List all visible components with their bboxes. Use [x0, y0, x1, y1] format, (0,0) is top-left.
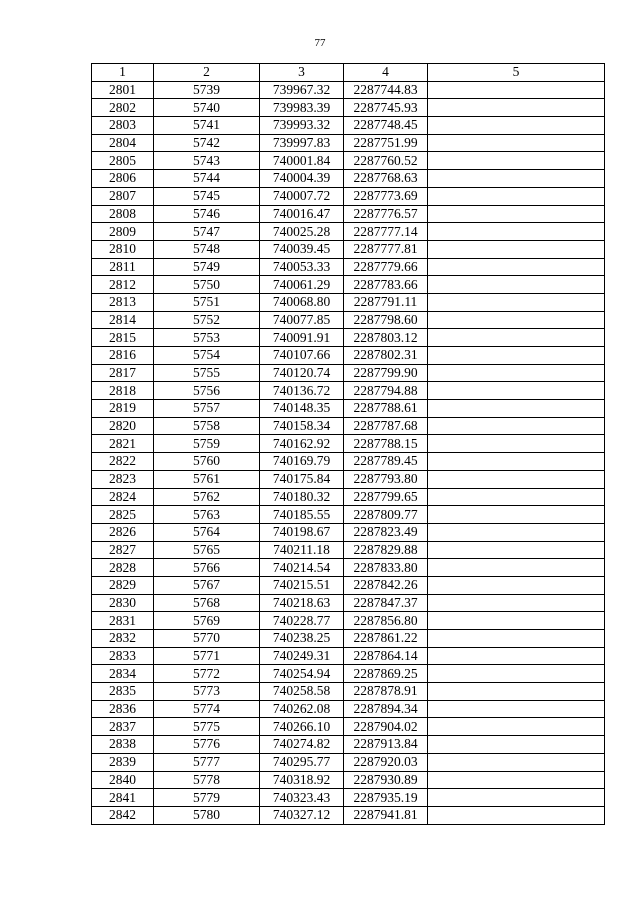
table-cell-col-2: 5767	[154, 576, 260, 594]
table-cell-col-2: 5779	[154, 789, 260, 807]
table-cell-col-2: 5761	[154, 470, 260, 488]
table-row	[92, 594, 605, 612]
table-cell-col-4: 2287777.14	[344, 223, 428, 241]
table-row	[92, 612, 605, 630]
table-cell-col-2: 5759	[154, 435, 260, 453]
table-cell-col-1: 2820	[92, 417, 154, 435]
table-row	[92, 488, 605, 506]
table-cell-col-2: 5741	[154, 117, 260, 135]
table-cell-col-3: 740238.25	[260, 630, 344, 648]
table-cell-col-5	[428, 170, 605, 188]
table-cell-col-3: 740162.92	[260, 435, 344, 453]
table-cell-col-1: 2842	[92, 806, 154, 824]
table-cell-col-4: 2287783.66	[344, 276, 428, 294]
table-cell-col-5	[428, 258, 605, 276]
table-cell-col-2: 5770	[154, 630, 260, 648]
table-row	[92, 435, 605, 453]
table-row	[92, 453, 605, 471]
table-cell-col-5	[428, 152, 605, 170]
table-cell-col-1: 2826	[92, 523, 154, 541]
table-cell-col-4: 2287745.93	[344, 99, 428, 117]
table-cell-col-1: 2819	[92, 400, 154, 418]
table-cell-col-4: 2287935.19	[344, 789, 428, 807]
table-row	[92, 506, 605, 524]
table-row	[92, 470, 605, 488]
table-row	[92, 81, 605, 99]
table-cell-col-5	[428, 364, 605, 382]
table-cell-col-5	[428, 665, 605, 683]
table-cell-col-4: 2287788.15	[344, 435, 428, 453]
table-cell-col-3: 740323.43	[260, 789, 344, 807]
table-cell-col-2: 5754	[154, 347, 260, 365]
table-cell-col-4: 2287773.69	[344, 187, 428, 205]
table-cell-col-4: 2287913.84	[344, 736, 428, 754]
table-row	[92, 311, 605, 329]
table-row	[92, 700, 605, 718]
table-cell-col-5	[428, 453, 605, 471]
table-cell-col-2: 5762	[154, 488, 260, 506]
table-cell-col-2: 5740	[154, 99, 260, 117]
table-cell-col-4: 2287787.68	[344, 417, 428, 435]
table-cell-col-1: 2832	[92, 630, 154, 648]
table-cell-col-4: 2287799.65	[344, 488, 428, 506]
table-cell-col-5	[428, 806, 605, 824]
table-cell-col-3: 740215.51	[260, 576, 344, 594]
table-cell-col-4: 2287802.31	[344, 347, 428, 365]
table-cell-col-2: 5773	[154, 683, 260, 701]
table-cell-col-3: 740120.74	[260, 364, 344, 382]
table-cell-col-2: 5747	[154, 223, 260, 241]
table-cell-col-2: 5744	[154, 170, 260, 188]
table-cell-col-1: 2811	[92, 258, 154, 276]
table-cell-col-2: 5778	[154, 771, 260, 789]
table-cell-col-5	[428, 523, 605, 541]
table-cell-col-4: 2287748.45	[344, 117, 428, 135]
table-cell-col-3: 740016.47	[260, 205, 344, 223]
table-cell-col-5	[428, 240, 605, 258]
table-row	[92, 789, 605, 807]
table-cell-col-3: 740004.39	[260, 170, 344, 188]
table-cell-col-5	[428, 223, 605, 241]
table-cell-col-3: 740211.18	[260, 541, 344, 559]
table-cell-col-3: 740158.34	[260, 417, 344, 435]
table-cell-col-1: 2801	[92, 81, 154, 99]
table-row	[92, 134, 605, 152]
table-cell-col-2: 5766	[154, 559, 260, 577]
table-row	[92, 364, 605, 382]
table-cell-col-5	[428, 630, 605, 648]
table-row	[92, 417, 605, 435]
column-header-5: 5	[428, 64, 605, 82]
table-cell-col-5	[428, 417, 605, 435]
table-cell-col-3: 740262.08	[260, 700, 344, 718]
table-cell-col-3: 740327.12	[260, 806, 344, 824]
table-cell-col-1: 2822	[92, 453, 154, 471]
table-row	[92, 647, 605, 665]
table-cell-col-2: 5742	[154, 134, 260, 152]
table-cell-col-3: 740107.66	[260, 347, 344, 365]
table-cell-col-4: 2287864.14	[344, 647, 428, 665]
table-cell-col-1: 2841	[92, 789, 154, 807]
table-cell-col-3: 740169.79	[260, 453, 344, 471]
table-row	[92, 293, 605, 311]
table-cell-col-1: 2804	[92, 134, 154, 152]
table-row	[92, 630, 605, 648]
table-row	[92, 683, 605, 701]
table-row	[92, 576, 605, 594]
table-cell-col-2: 5746	[154, 205, 260, 223]
table-cell-col-2: 5758	[154, 417, 260, 435]
table-cell-col-1: 2839	[92, 753, 154, 771]
table-cell-col-2: 5739	[154, 81, 260, 99]
column-header-1: 1	[92, 64, 154, 82]
table-row	[92, 240, 605, 258]
table-cell-col-5	[428, 700, 605, 718]
table-cell-col-1: 2825	[92, 506, 154, 524]
table-cell-col-5	[428, 736, 605, 754]
table-cell-col-2: 5752	[154, 311, 260, 329]
table-cell-col-5	[428, 753, 605, 771]
table-cell-col-3: 740266.10	[260, 718, 344, 736]
table-cell-col-1: 2808	[92, 205, 154, 223]
table-cell-col-5	[428, 311, 605, 329]
table-cell-col-1: 2815	[92, 329, 154, 347]
table-cell-col-2: 5755	[154, 364, 260, 382]
table-row	[92, 523, 605, 541]
table-cell-col-3: 739983.39	[260, 99, 344, 117]
table-cell-col-2: 5771	[154, 647, 260, 665]
table-cell-col-4: 2287833.80	[344, 559, 428, 577]
table-cell-col-2: 5772	[154, 665, 260, 683]
page-number: 77	[314, 37, 326, 49]
table-cell-col-3: 740258.58	[260, 683, 344, 701]
table-cell-col-1: 2816	[92, 347, 154, 365]
table-cell-col-3: 740218.63	[260, 594, 344, 612]
table-cell-col-5	[428, 541, 605, 559]
table-cell-col-3: 740214.54	[260, 559, 344, 577]
table-row	[92, 541, 605, 559]
table-cell-col-5	[428, 400, 605, 418]
table-row	[92, 258, 605, 276]
table-row	[92, 718, 605, 736]
table-cell-col-1: 2840	[92, 771, 154, 789]
table-cell-col-4: 2287920.03	[344, 753, 428, 771]
table-cell-col-3: 740318.92	[260, 771, 344, 789]
table-cell-col-5	[428, 205, 605, 223]
table-cell-col-5	[428, 506, 605, 524]
table-cell-col-3: 740091.91	[260, 329, 344, 347]
table-header	[92, 64, 605, 82]
table-cell-col-2: 5753	[154, 329, 260, 347]
table-cell-col-2: 5749	[154, 258, 260, 276]
table-cell-col-5	[428, 293, 605, 311]
table-cell-col-1: 2837	[92, 718, 154, 736]
table-row	[92, 276, 605, 294]
table-cell-col-2: 5775	[154, 718, 260, 736]
table-cell-col-3: 740249.31	[260, 647, 344, 665]
table-cell-col-4: 2287869.25	[344, 665, 428, 683]
table-cell-col-2: 5763	[154, 506, 260, 524]
table-row	[92, 753, 605, 771]
table-cell-col-3: 740007.72	[260, 187, 344, 205]
table-cell-col-2: 5776	[154, 736, 260, 754]
table-cell-col-2: 5750	[154, 276, 260, 294]
table-cell-col-1: 2836	[92, 700, 154, 718]
table-cell-col-5	[428, 594, 605, 612]
table-cell-col-2: 5745	[154, 187, 260, 205]
table-cell-col-2: 5748	[154, 240, 260, 258]
table-row	[92, 806, 605, 824]
table-cell-col-1: 2817	[92, 364, 154, 382]
table-row	[92, 347, 605, 365]
table-cell-col-1: 2834	[92, 665, 154, 683]
table-cell-col-2: 5743	[154, 152, 260, 170]
table-cell-col-1: 2823	[92, 470, 154, 488]
table-row	[92, 382, 605, 400]
table-cell-col-1: 2809	[92, 223, 154, 241]
table-cell-col-2: 5768	[154, 594, 260, 612]
table-cell-col-5	[428, 683, 605, 701]
table-row	[92, 559, 605, 577]
table-cell-col-3: 740077.85	[260, 311, 344, 329]
table-cell-col-3: 740068.80	[260, 293, 344, 311]
table-cell-col-5	[428, 382, 605, 400]
table-cell-col-1: 2831	[92, 612, 154, 630]
table-cell-col-1: 2812	[92, 276, 154, 294]
table-cell-col-1: 2814	[92, 311, 154, 329]
table-cell-col-1: 2835	[92, 683, 154, 701]
table-cell-col-4: 2287768.63	[344, 170, 428, 188]
table-cell-col-4: 2287930.89	[344, 771, 428, 789]
table-cell-col-5	[428, 81, 605, 99]
table-cell-col-4: 2287791.11	[344, 293, 428, 311]
table-cell-col-2: 5777	[154, 753, 260, 771]
table-cell-col-3: 740148.35	[260, 400, 344, 418]
table-cell-col-2: 5751	[154, 293, 260, 311]
table-cell-col-1: 2824	[92, 488, 154, 506]
table-cell-col-1: 2838	[92, 736, 154, 754]
table-cell-col-3: 740254.94	[260, 665, 344, 683]
table-cell-col-4: 2287823.49	[344, 523, 428, 541]
table-cell-col-1: 2802	[92, 99, 154, 117]
table-cell-col-5	[428, 718, 605, 736]
table-cell-col-4: 2287941.81	[344, 806, 428, 824]
table-cell-col-3: 740025.28	[260, 223, 344, 241]
table-cell-col-3: 740228.77	[260, 612, 344, 630]
table-row	[92, 771, 605, 789]
table-body	[92, 81, 605, 824]
table-cell-col-1: 2827	[92, 541, 154, 559]
table-cell-col-5	[428, 488, 605, 506]
table-cell-col-1: 2818	[92, 382, 154, 400]
table-cell-col-3: 740001.84	[260, 152, 344, 170]
table-cell-col-3: 740185.55	[260, 506, 344, 524]
table-cell-col-1: 2813	[92, 293, 154, 311]
table-cell-col-5	[428, 99, 605, 117]
table-cell-col-5	[428, 789, 605, 807]
table-cell-col-3: 740039.45	[260, 240, 344, 258]
table-cell-col-4: 2287760.52	[344, 152, 428, 170]
table-row	[92, 665, 605, 683]
table-row	[92, 205, 605, 223]
table-cell-col-4: 2287793.80	[344, 470, 428, 488]
table-cell-col-2: 5780	[154, 806, 260, 824]
column-header-2: 2	[154, 64, 260, 82]
table-cell-col-1: 2830	[92, 594, 154, 612]
table-cell-col-1: 2807	[92, 187, 154, 205]
table-cell-col-3: 739993.32	[260, 117, 344, 135]
table-cell-col-3: 739967.32	[260, 81, 344, 99]
table-cell-col-5	[428, 576, 605, 594]
table-cell-col-4: 2287856.80	[344, 612, 428, 630]
table-cell-col-2: 5760	[154, 453, 260, 471]
column-header-4: 4	[344, 64, 428, 82]
table-cell-col-5	[428, 559, 605, 577]
table-cell-col-2: 5756	[154, 382, 260, 400]
table-cell-col-4: 2287842.26	[344, 576, 428, 594]
table-cell-col-3: 740053.33	[260, 258, 344, 276]
table-cell-col-4: 2287751.99	[344, 134, 428, 152]
table-cell-col-4: 2287878.91	[344, 683, 428, 701]
table-cell-col-1: 2806	[92, 170, 154, 188]
table-cell-col-3: 740295.77	[260, 753, 344, 771]
table-cell-col-2: 5757	[154, 400, 260, 418]
table-cell-col-5	[428, 347, 605, 365]
table-cell-col-5	[428, 276, 605, 294]
table-cell-col-1: 2803	[92, 117, 154, 135]
table-row	[92, 170, 605, 188]
table-cell-col-3: 740274.82	[260, 736, 344, 754]
table-cell-col-1: 2805	[92, 152, 154, 170]
table-cell-col-3: 740136.72	[260, 382, 344, 400]
table-cell-col-3: 740198.67	[260, 523, 344, 541]
table-cell-col-5	[428, 329, 605, 347]
table-cell-col-5	[428, 771, 605, 789]
table-cell-col-1: 2821	[92, 435, 154, 453]
table-cell-col-2: 5765	[154, 541, 260, 559]
table-row	[92, 117, 605, 135]
table-cell-col-4: 2287904.02	[344, 718, 428, 736]
table-cell-col-1: 2810	[92, 240, 154, 258]
table-cell-col-5	[428, 187, 605, 205]
table-cell-col-4: 2287798.60	[344, 311, 428, 329]
table-cell-col-4: 2287861.22	[344, 630, 428, 648]
column-header-3: 3	[260, 64, 344, 82]
table-cell-col-3: 740061.29	[260, 276, 344, 294]
table-cell-col-1: 2829	[92, 576, 154, 594]
table-cell-col-4: 2287777.81	[344, 240, 428, 258]
table-cell-col-3: 740175.84	[260, 470, 344, 488]
table-cell-col-4: 2287799.90	[344, 364, 428, 382]
table-row	[92, 329, 605, 347]
table-cell-col-4: 2287789.45	[344, 453, 428, 471]
table-cell-col-1: 2828	[92, 559, 154, 577]
table-cell-col-2: 5764	[154, 523, 260, 541]
table-cell-col-4: 2287803.12	[344, 329, 428, 347]
table-cell-col-5	[428, 647, 605, 665]
table-cell-col-4: 2287744.83	[344, 81, 428, 99]
table-cell-col-3: 740180.32	[260, 488, 344, 506]
coordinates-table	[91, 63, 605, 825]
table-row	[92, 152, 605, 170]
table-cell-col-5	[428, 470, 605, 488]
table-cell-col-4: 2287779.66	[344, 258, 428, 276]
table-cell-col-4: 2287794.88	[344, 382, 428, 400]
table-cell-col-2: 5769	[154, 612, 260, 630]
table-cell-col-4: 2287894.34	[344, 700, 428, 718]
table-row	[92, 736, 605, 754]
table-row	[92, 223, 605, 241]
table-cell-col-4: 2287847.37	[344, 594, 428, 612]
table-cell-col-4: 2287788.61	[344, 400, 428, 418]
table-row	[92, 99, 605, 117]
table-cell-col-5	[428, 612, 605, 630]
table-cell-col-5	[428, 435, 605, 453]
table-cell-col-5	[428, 134, 605, 152]
table-cell-col-4: 2287776.57	[344, 205, 428, 223]
table-cell-col-1: 2833	[92, 647, 154, 665]
table-cell-col-4: 2287809.77	[344, 506, 428, 524]
table-cell-col-4: 2287829.88	[344, 541, 428, 559]
table-row	[92, 400, 605, 418]
table-cell-col-3: 739997.83	[260, 134, 344, 152]
header-row	[92, 64, 605, 82]
table-row	[92, 187, 605, 205]
table-cell-col-2: 5774	[154, 700, 260, 718]
table-cell-col-5	[428, 117, 605, 135]
